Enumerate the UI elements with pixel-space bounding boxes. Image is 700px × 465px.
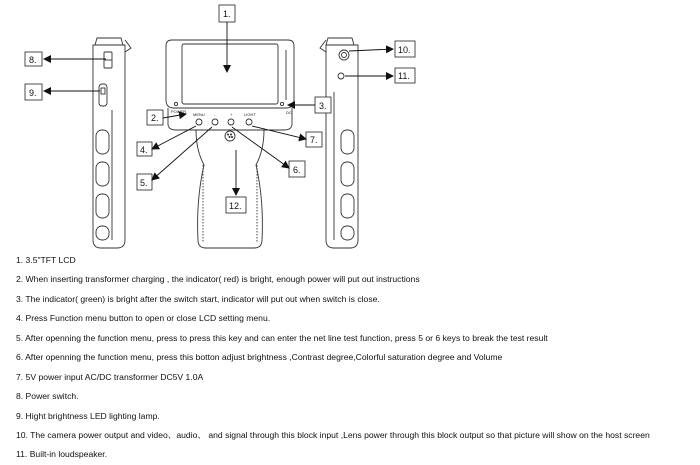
note-item: 4. Press Function menu button to open or close LCD setting menu. [16,313,271,324]
callout-6: 6. [293,165,301,175]
power-label: POWER [171,109,187,114]
note-item: 9. Hight brightness LED lighting lamp. [16,410,160,421]
note-item: 7. 5V power input AC/DC transformer DC5V 1.0A [16,371,204,382]
callout-1: 1. [223,9,231,19]
plus-label: + [230,112,233,117]
arrow-2 [163,114,186,118]
arrow-10 [349,49,393,51]
light-label: LIGHT [244,112,256,117]
arrow-7 [252,126,306,139]
note-item: 10. The camera power output and video、audio、 and signal through this block input ,Lens power through this block output so that picture will show on the host screen [16,429,650,440]
note-item: 8. Power switch. [16,391,79,402]
callout-11: 11. [398,71,410,81]
note-item: 11. Built-in loudspeaker. [16,449,108,460]
note-item: 3. The indicator( green) is bright after the switch start, indicator will put out when switch is close. [16,293,380,304]
callout-9: 9. [29,88,37,98]
lcd-screen-outline [182,44,278,104]
callout-7: 7. [310,135,318,145]
note-item: 5. After openning the function menu, press to press this key and can enter the net line test function, press 5 or 6 keys to break the test result [16,332,548,343]
callout-3: 3. [319,101,327,111]
menu-button-outline [196,119,202,125]
dc-label: DC [286,110,292,115]
plus-button-outline [228,119,234,125]
note-item: 1. 3.5"TFT LCD [16,255,76,265]
light-button-outline [246,119,252,125]
menu-label: MENU [193,112,205,117]
left-side-view [93,38,131,248]
note-item: 6. After openning the function menu, press this botton adjust brightness ,Contrast degree,Colorful saturation degree and Volume [16,352,503,363]
callout-5: 5. [140,178,148,188]
right-side-view [320,38,358,248]
callout-2: 2. [151,113,159,123]
note-item: 2. When inserting transformer charging , the indicator( red) is bright, enough power will put out instructions [16,274,420,285]
callout-10: 10. [398,45,411,55]
front-view [166,40,294,248]
minus-label: - [214,112,216,117]
feature-notes-list [16,251,698,465]
callout-4: 4. [140,145,148,155]
callout-12: 12. [229,201,242,211]
callout-8: 8. [29,55,37,65]
minus-button-outline [212,119,218,125]
